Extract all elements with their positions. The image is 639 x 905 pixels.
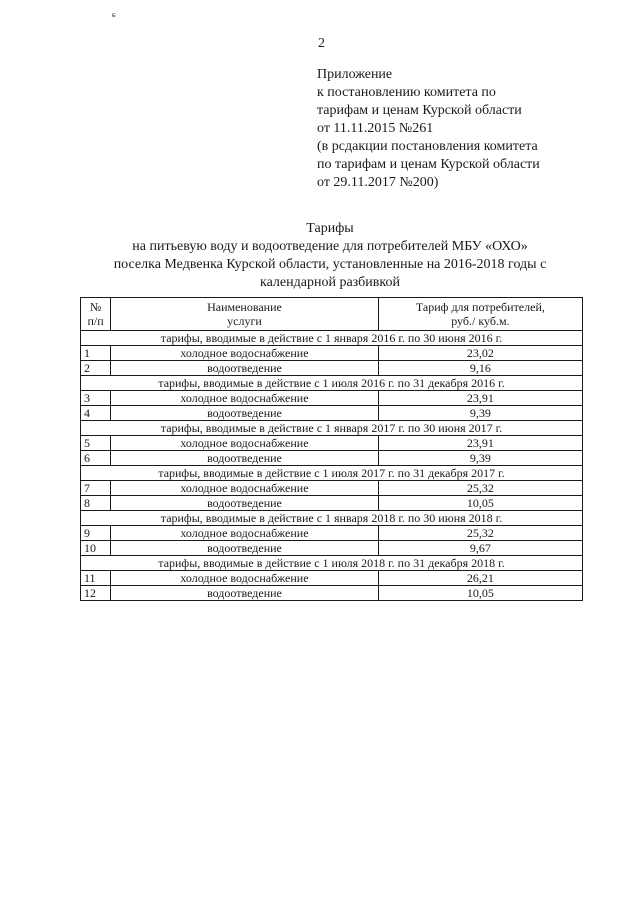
table-row: [81, 436, 583, 451]
row-number: 7: [81, 481, 111, 496]
period-row: [81, 556, 583, 571]
header-name-line2: услуги: [227, 314, 262, 328]
table-row: [81, 346, 583, 361]
tariff-value: 9,16: [378, 361, 582, 376]
service-name: водоотведение: [111, 586, 379, 601]
table-row: [81, 361, 583, 376]
title-heading: Тарифы: [306, 221, 354, 236]
period-row: [81, 466, 583, 481]
header-num-line2: п/п: [87, 314, 104, 328]
period-row: [81, 376, 583, 391]
service-name: водоотведение: [111, 496, 379, 511]
tariff-value: 9,67: [378, 541, 582, 556]
period-label: тарифы, вводимые в действие с 1 января 2018 г. по 30 июня 2018 г.: [81, 511, 583, 526]
service-name: водоотведение: [111, 361, 379, 376]
appendix-line: (в рсдакции постановления комитета: [317, 139, 538, 154]
service-name: холодное водоснабжение: [111, 481, 379, 496]
period-row: [81, 511, 583, 526]
row-number: 3: [81, 391, 111, 406]
title-line: на питьевую воду и водоотведение для потребителей МБУ «ОХО»: [132, 239, 528, 254]
service-name: водоотведение: [111, 451, 379, 466]
row-number: 8: [81, 496, 111, 511]
row-number: 2: [81, 361, 111, 376]
appendix-line: от 11.11.2015 №261: [317, 121, 434, 136]
appendix-line: к постановлению комитета по: [317, 85, 496, 100]
appendix-line: Приложение: [317, 67, 393, 82]
document-title: [60, 220, 600, 292]
tariffs-table-body: [81, 331, 583, 601]
service-name: водоотведение: [111, 541, 379, 556]
period-label: тарифы, вводимые в действие с 1 июля 2017 г. по 31 декабря 2017 г.: [81, 466, 583, 481]
row-number: 4: [81, 406, 111, 421]
row-number: 11: [81, 571, 111, 586]
tariff-value: 23,91: [378, 391, 582, 406]
table-row: [81, 451, 583, 466]
table-row: [81, 406, 583, 421]
header-tariff: [378, 298, 582, 331]
service-name: холодное водоснабжение: [111, 436, 379, 451]
tariff-value: 23,91: [378, 436, 582, 451]
service-name: холодное водоснабжение: [111, 346, 379, 361]
table-row: [81, 481, 583, 496]
appendix-line: от 29.11.2017 №200): [317, 175, 439, 190]
period-label: тарифы, вводимые в действие с 1 июля 2018 г. по 31 декабря 2018 г.: [81, 556, 583, 571]
tariffs-table: [80, 297, 583, 601]
table-row: [81, 541, 583, 556]
header-service-name: [111, 298, 379, 331]
header-num: [81, 298, 111, 331]
tariff-value: 25,32: [378, 526, 582, 541]
service-name: холодное водоснабжение: [111, 571, 379, 586]
table-row: [81, 571, 583, 586]
table-row: [81, 496, 583, 511]
title-line: календарной разбивкой: [260, 275, 400, 290]
tariff-value: 9,39: [378, 451, 582, 466]
service-name: холодное водоснабжение: [111, 526, 379, 541]
period-label: тарифы, вводимые в действие с 1 января 2017 г. по 30 июня 2017 г.: [81, 421, 583, 436]
tariff-value: 23,02: [378, 346, 582, 361]
appendix-line: тарифам и ценам Курской области: [317, 103, 522, 118]
row-number: 12: [81, 586, 111, 601]
row-number: 1: [81, 346, 111, 361]
tariff-value: 25,32: [378, 481, 582, 496]
page-number: 2: [318, 36, 325, 51]
scan-mark: ɕ: [112, 10, 116, 19]
table-row: [81, 526, 583, 541]
table-header-row: [81, 298, 583, 331]
table-row: [81, 391, 583, 406]
tariff-value: 26,21: [378, 571, 582, 586]
period-row: [81, 421, 583, 436]
row-number: 6: [81, 451, 111, 466]
header-name-line1: Наименование: [207, 300, 282, 314]
row-number: 10: [81, 541, 111, 556]
header-tariff-line1: Тариф для потребителей,: [415, 300, 545, 314]
service-name: холодное водоснабжение: [111, 391, 379, 406]
period-label: тарифы, вводимые в действие с 1 июля 2016 г. по 31 декабря 2016 г.: [81, 376, 583, 391]
period-label: тарифы, вводимые в действие с 1 января 2016 г. по 30 июня 2016 г.: [81, 331, 583, 346]
row-number: 9: [81, 526, 111, 541]
period-row: [81, 331, 583, 346]
tariff-value: 10,05: [378, 586, 582, 601]
header-num-line1: №: [89, 300, 102, 314]
header-tariff-line2: руб./ куб.м.: [451, 314, 510, 328]
title-line: поселка Медвенка Курской области, установленные на 2016-2018 годы с: [113, 257, 547, 272]
table-row: [81, 586, 583, 601]
tariff-value: 9,39: [378, 406, 582, 421]
appendix-line: по тарифам и ценам Курской области: [317, 157, 540, 172]
service-name: водоотведение: [111, 406, 379, 421]
appendix-block: [317, 66, 540, 192]
tariff-value: 10,05: [378, 496, 582, 511]
row-number: 5: [81, 436, 111, 451]
